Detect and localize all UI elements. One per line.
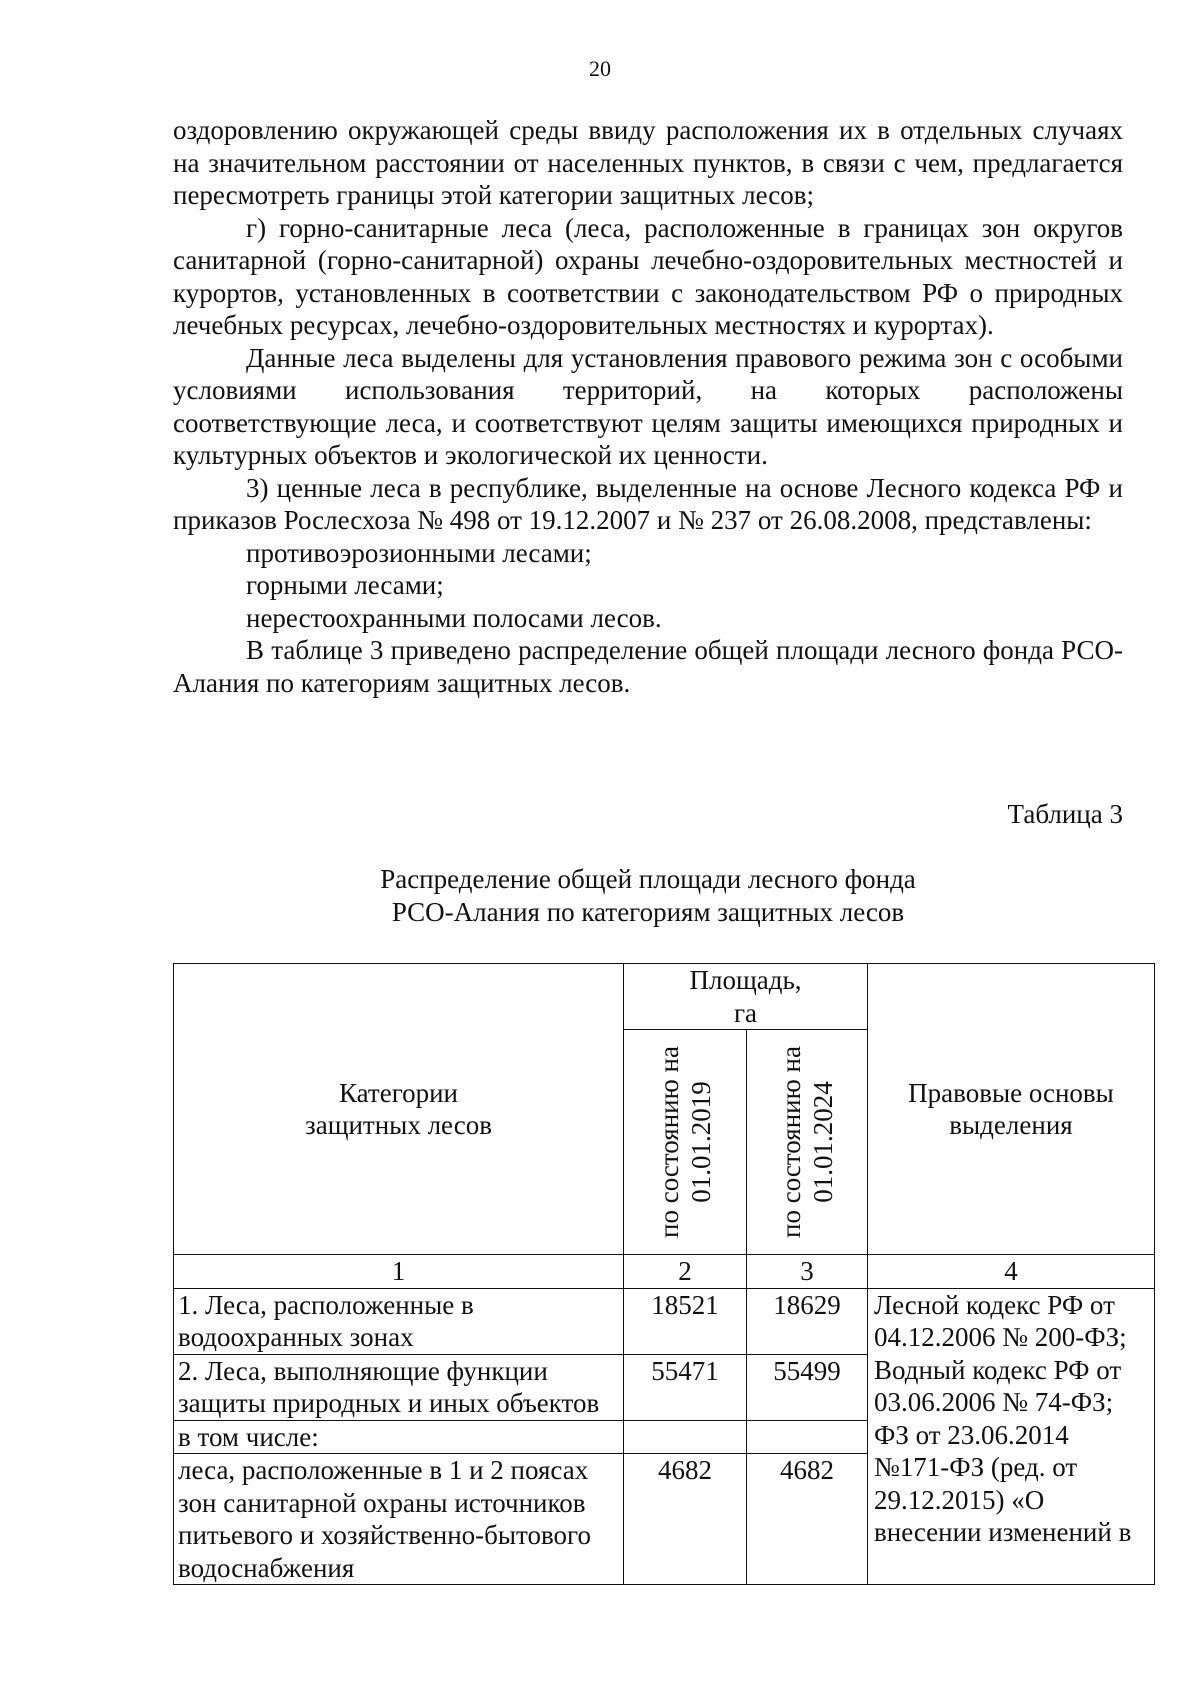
header-area: [624, 964, 868, 1030]
column-number-row: [174, 1255, 1155, 1289]
header-area-2019: [624, 1030, 747, 1255]
body-text: [173, 114, 1123, 699]
row-area-2024: [747, 1420, 868, 1454]
row-category: 1. Леса, расположенные в водоохранных зонах: [174, 1288, 624, 1354]
header-legal: [868, 964, 1155, 1255]
legal-basis: Лесной кодекс РФ от 04.12.2006 № 200-ФЗ; Водный кодекс РФ от 03.06.2006 № 74-ФЗ; ФЗ от 23.06.2014 №171-ФЗ (ред. от 29.12.2015) «О внесении изменений в: [868, 1288, 1155, 1585]
row-area-2024: 18629: [747, 1288, 868, 1354]
table-title-line: РСО-Алания по категориям защитных лесов: [391, 896, 905, 927]
column-number: 3: [747, 1255, 868, 1289]
column-number: 1: [174, 1255, 624, 1289]
row-area-2024: 4682: [747, 1454, 868, 1585]
header-legal-text: Правовые основы выделения: [908, 1077, 1114, 1140]
page-number: 20: [589, 56, 611, 81]
paragraph: В таблице 3 приведено распределение общей площади лесного фонда РСО-Алания по категориям защитных лесов.: [173, 635, 1123, 698]
table-title-line: Распределение общей площади лесного фонда: [380, 864, 916, 894]
list-item: нерестоохранными полосами лесов.: [246, 602, 662, 633]
header-area-2019-text: по состоянию на 01.01.2019: [654, 1046, 716, 1238]
table-caption: Таблица 3: [1007, 799, 1123, 829]
row-area-2019: 55471: [624, 1354, 747, 1420]
header-area-2024: [747, 1030, 868, 1255]
header-area-2024-text: по состоянию на 01.01.2024: [776, 1046, 838, 1238]
row-area-2024: 55499: [747, 1354, 868, 1420]
forest-categories-table: [173, 963, 1155, 1585]
row-category: леса, расположенные в 1 и 2 поясах зон санитарной охраны источников питьевого и хозяйственно-бытового водоснабжения: [174, 1454, 624, 1585]
row-area-2019: 18521: [624, 1288, 747, 1354]
table-row: [174, 1288, 1155, 1354]
list-item: горными лесами;: [246, 570, 444, 600]
header-category-text: Категории защитных лесов: [305, 1077, 492, 1140]
header-category: [174, 964, 624, 1255]
paragraph: 3) ценные леса в республике, выделенные на основе Лесного кодекса РФ и приказов Рослесхоза № 498 от 19.12.2007 и № 237 от 26.08.2008, представлены:: [173, 472, 1123, 535]
row-category: в том числе:: [174, 1420, 624, 1454]
column-number: 2: [624, 1255, 747, 1289]
list-item: противоэрозионными лесами;: [246, 537, 592, 568]
row-area-2019: 4682: [624, 1454, 747, 1585]
row-category: 2. Леса, выполняющие функции защиты природных и иных объектов: [174, 1354, 624, 1420]
table-title: [173, 863, 1123, 928]
paragraph: Данные леса выделены для установления правового режима зон с особыми условиями использования территорий, на которых расположены соответствующие леса, и соответствуют целям защиты имеющихся природных и культурных объектов и экологической их ценности.: [173, 342, 1123, 470]
table-header-row: [174, 964, 1155, 1030]
column-number: 4: [868, 1255, 1155, 1289]
paragraph: оздоровлению окружающей среды ввиду расположения их в отдельных случаях на значительном расстоянии от населенных пунктов, в связи с чем, предлагается пересмотреть границы этой категории защитных лесов;: [173, 115, 1123, 210]
paragraph: г) горно-санитарные леса (леса, расположенные в границах зон округов санитарной (горно-санитарной) охраны лечебно-оздоровительных местностей и курортов, установленных в соответствии с законодательством РФ о природных лечебных ресурсах, лечебно-оздоровительных местностях и курортах).: [173, 212, 1123, 340]
row-area-2019: [624, 1420, 747, 1454]
header-area-text: Площадь, га: [689, 965, 802, 1028]
